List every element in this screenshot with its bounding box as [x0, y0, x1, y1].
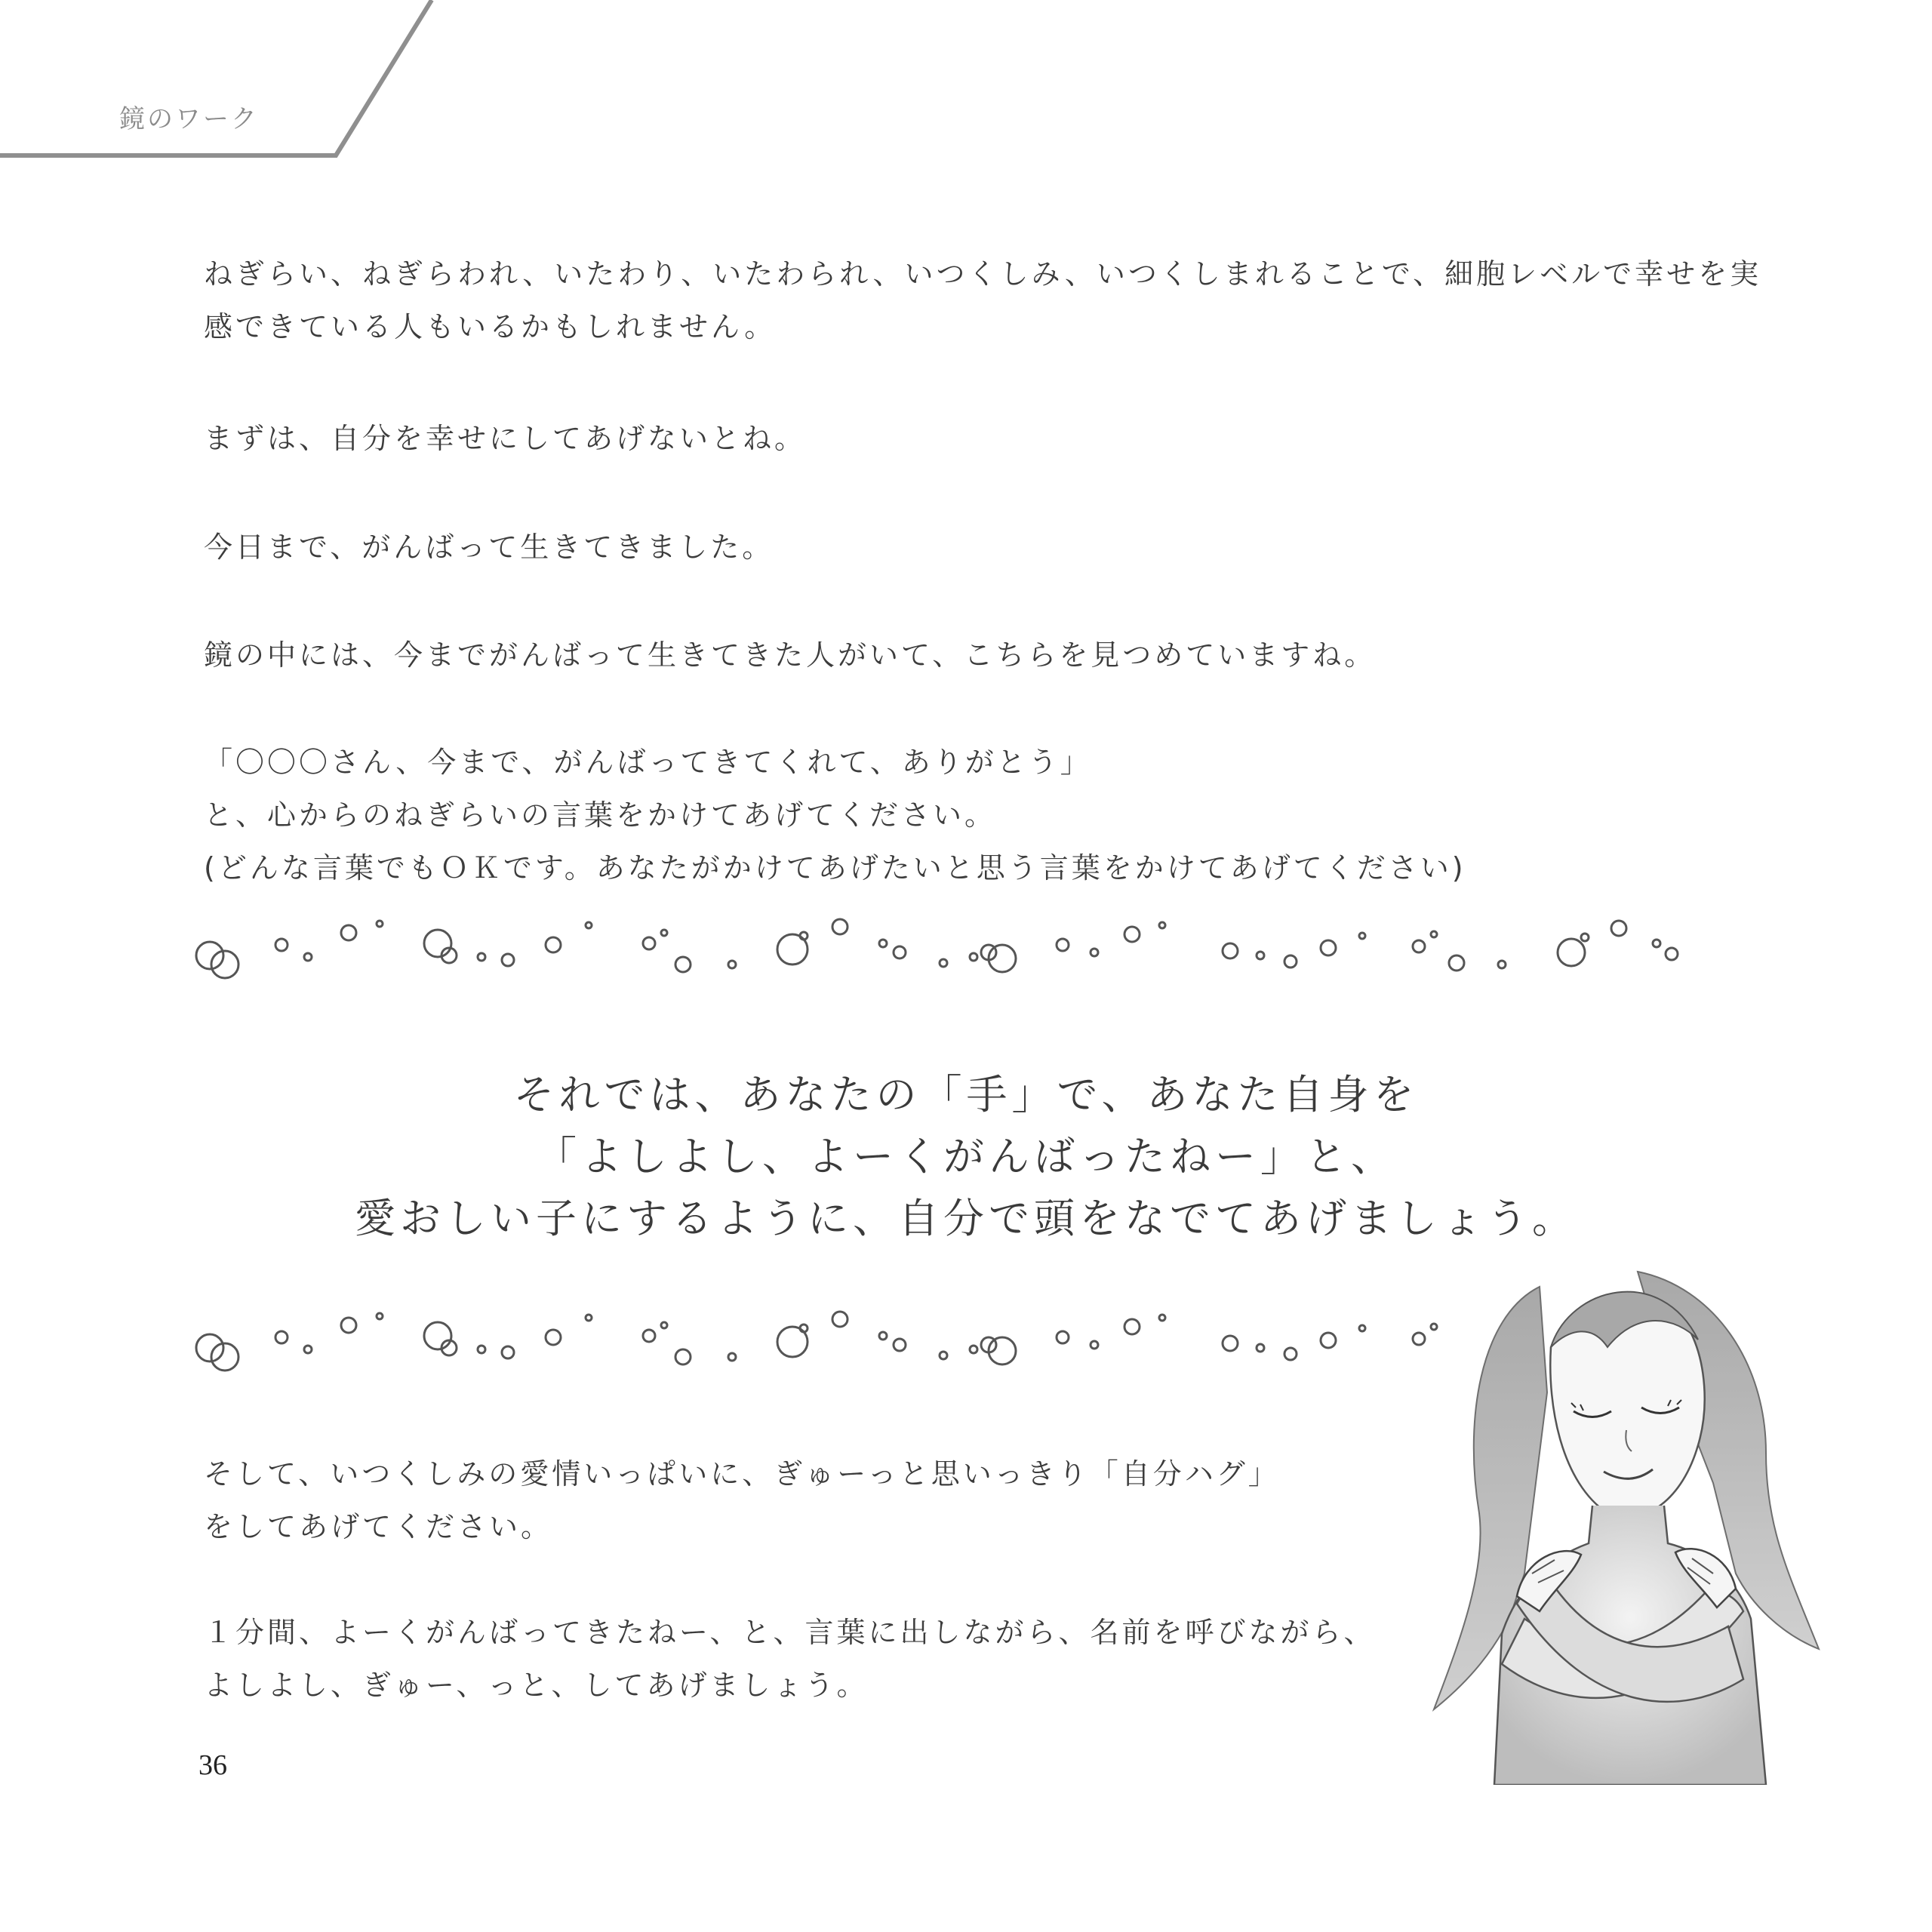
paragraph-3-line-1: 今日まで、がんばって生きてきました。	[204, 531, 774, 564]
paragraph-7	[204, 1606, 1411, 1712]
paragraph-7-line-1: １分間、よーくがんばってきたねー、と、言葉に出しながら、名前を呼びながら、	[204, 1616, 1376, 1649]
paragraph-5-line-1: 「〇〇〇さん、今まで、がんばってきてくれて、ありがとう」	[204, 746, 1092, 779]
paragraph-4-line-1: 鏡の中には、今までがんばって生きてきた人がいて、こちらを見つめていますね。	[204, 638, 1377, 672]
paragraph-6-line-1: そして、いつくしみの愛情いっぱいに、ぎゅーっと思いっきり「自分ハグ」	[204, 1457, 1280, 1491]
highlight-line-2: 「よしよし、よーくがんばったねー」と、	[536, 1133, 1396, 1180]
paragraph-1	[204, 248, 1774, 353]
section-title: 鏡のワーク	[119, 104, 259, 134]
highlight-message	[0, 1064, 1932, 1250]
paragraph-2-line-1: まずは、自分を幸せにしてあげないとね。	[204, 422, 807, 455]
paragraph-5-line-3: (どんな言葉でもＯＫです。あなたがかけてあげたいと思う言葉をかけてあげてください)	[204, 851, 1466, 884]
paragraph-5-line-2: と、心からのねぎらいの言葉をかけてあげてください。	[204, 798, 997, 832]
paragraph-3	[204, 521, 1774, 574]
paragraph-6	[204, 1447, 1411, 1553]
paragraph-7-line-2: よしよし、ぎゅー、っと、してあげましょう。	[204, 1669, 869, 1702]
header-tab-frame	[0, 0, 453, 166]
paragraph-6-line-2: をしてあげてください。	[204, 1510, 553, 1543]
bubble-divider-bottom	[189, 1306, 1472, 1389]
paragraph-1-line-2: 感できている人もいるかもしれません。	[204, 310, 777, 343]
highlight-line-1: それでは、あなたの「手」で、あなた自身を	[513, 1071, 1419, 1118]
page-number: 36	[198, 1749, 227, 1781]
paragraph-1-line-1: ねぎらい、ねぎらわれ、いたわり、いたわられ、いつくしみ、いつくしまれることで、細胞レベルで幸せを実	[204, 257, 1762, 291]
paragraph-4	[204, 629, 1774, 681]
highlight-line-3: 愛おしい子にするように、自分で頭をなでてあげましょう。	[355, 1195, 1577, 1242]
paragraph-5	[204, 736, 1774, 894]
paragraph-2	[204, 412, 1774, 465]
bubble-divider-top	[189, 913, 1706, 996]
self-hug-illustration	[1411, 1257, 1834, 1785]
